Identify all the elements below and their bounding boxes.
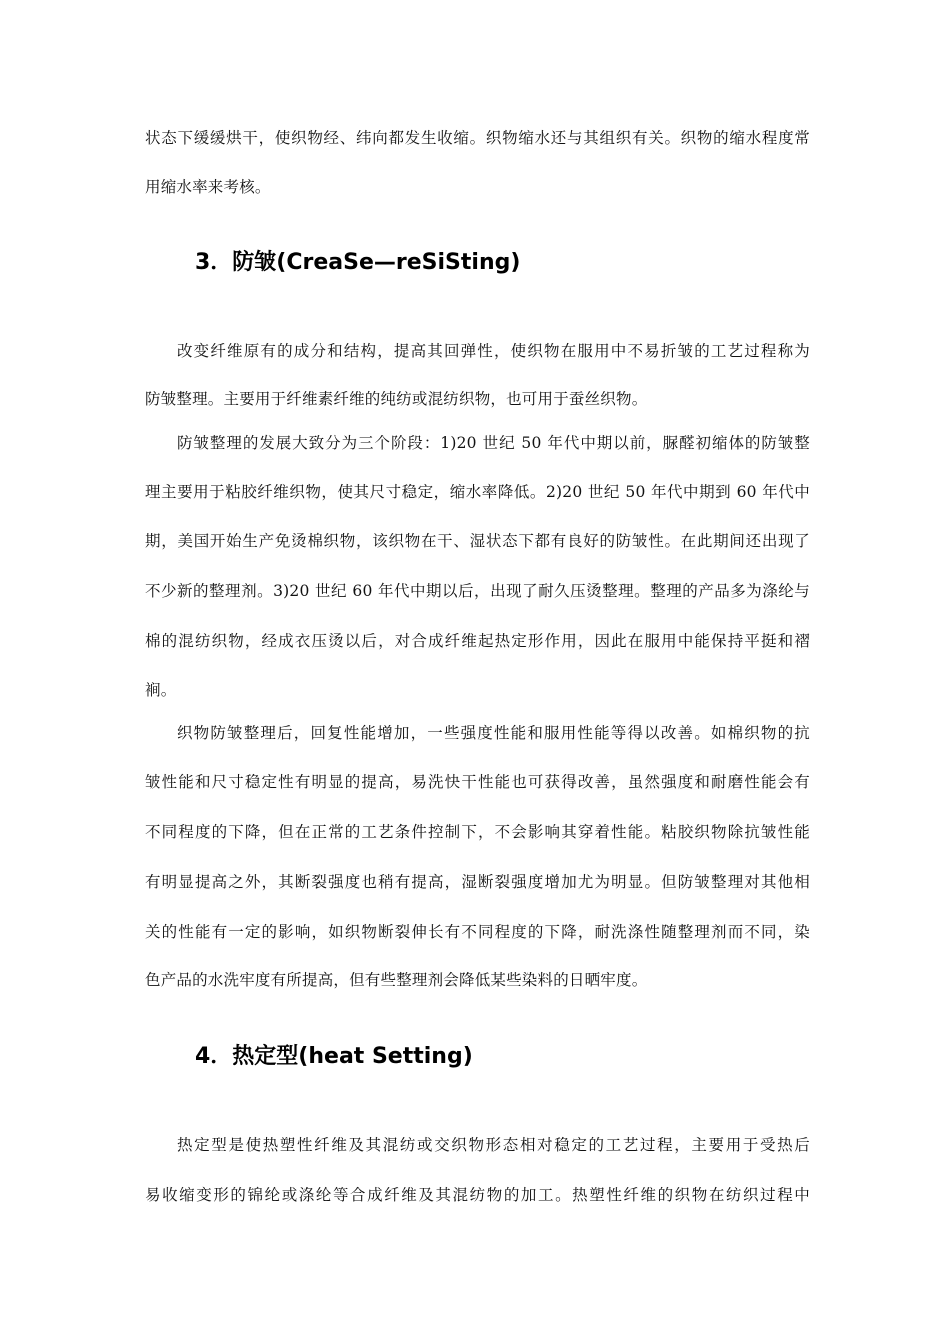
paragraph-line: 易收缩变形的锦纶或涤纶等合成纤维及其混纺物的加工。热塑性纤维的织物在纺织过程中 [145, 1186, 810, 1204]
paragraph-line: 防皱整理的发展大致分为三个阶段：1)20 世纪 50 年代中期以前，脲醛初缩体的防皱整 [177, 434, 810, 452]
paragraph-line: 期，美国开始生产免烫棉织物，该织物在干、湿状态下都有良好的防皱性。在此期间还出现了 [145, 532, 810, 550]
section-heading-heat-setting: 4．热定型(heat Setting) [195, 1044, 473, 1069]
paragraph-line: 棉的混纺织物，经成衣压烫以后，对合成纤维起热定形作用，因此在服用中能保持平挺和褶 [145, 632, 810, 650]
section-heading-crease-resisting: 3．防皱(CreaSe—reSiSting) [195, 250, 521, 275]
paragraph-line: 织物防皱整理后，回复性能增加，一些强度性能和服用性能等得以改善。如棉织物的抗 [177, 724, 810, 742]
paragraph-line: 不少新的整理剂。3)20 世纪 60 年代中期以后，出现了耐久压烫整理。整理的产品多为涤纶与 [145, 582, 810, 600]
paragraph-line: 裥。 [145, 681, 177, 699]
paragraph-line: 有明显提高之外，其断裂强度也稍有提高，湿断裂强度增加尤为明显。但防皱整理对其他相 [145, 873, 810, 891]
paragraph-line: 改变纤维原有的成分和结构，提高其回弹性，使织物在服用中不易折皱的工艺过程称为 [177, 342, 810, 360]
paragraph-line: 色产品的水洗牢度有所提高，但有些整理剂会降低某些染料的日晒牢度。 [145, 971, 648, 989]
paragraph-line: 状态下缓缓烘干，使织物经、纬向都发生收缩。织物缩水还与其组织有关。织物的缩水程度常 [145, 129, 810, 147]
paragraph-line: 不同程度的下降，但在正常的工艺条件控制下，不会影响其穿着性能。粘胶织物除抗皱性能 [145, 823, 810, 841]
paragraph-line: 热定型是使热塑性纤维及其混纺或交织物形态相对稳定的工艺过程，主要用于受热后 [177, 1136, 810, 1154]
paragraph-line: 用缩水率来考核。 [145, 178, 271, 196]
paragraph-line: 防皱整理。主要用于纤维素纤维的纯纺或混纺织物，也可用于蚕丝织物。 [145, 390, 648, 408]
paragraph-line: 关的性能有一定的影响，如织物断裂伸长有不同程度的下降，耐洗涤性随整理剂而不同，染 [145, 923, 810, 941]
paragraph-line: 皱性能和尺寸稳定性有明显的提高，易洗快干性能也可获得改善，虽然强度和耐磨性能会有 [145, 773, 810, 791]
paragraph-line: 理主要用于粘胶纤维织物，使其尺寸稳定，缩水率降低。2)20 世纪 50 年代中期到 60 年代中 [145, 483, 810, 501]
